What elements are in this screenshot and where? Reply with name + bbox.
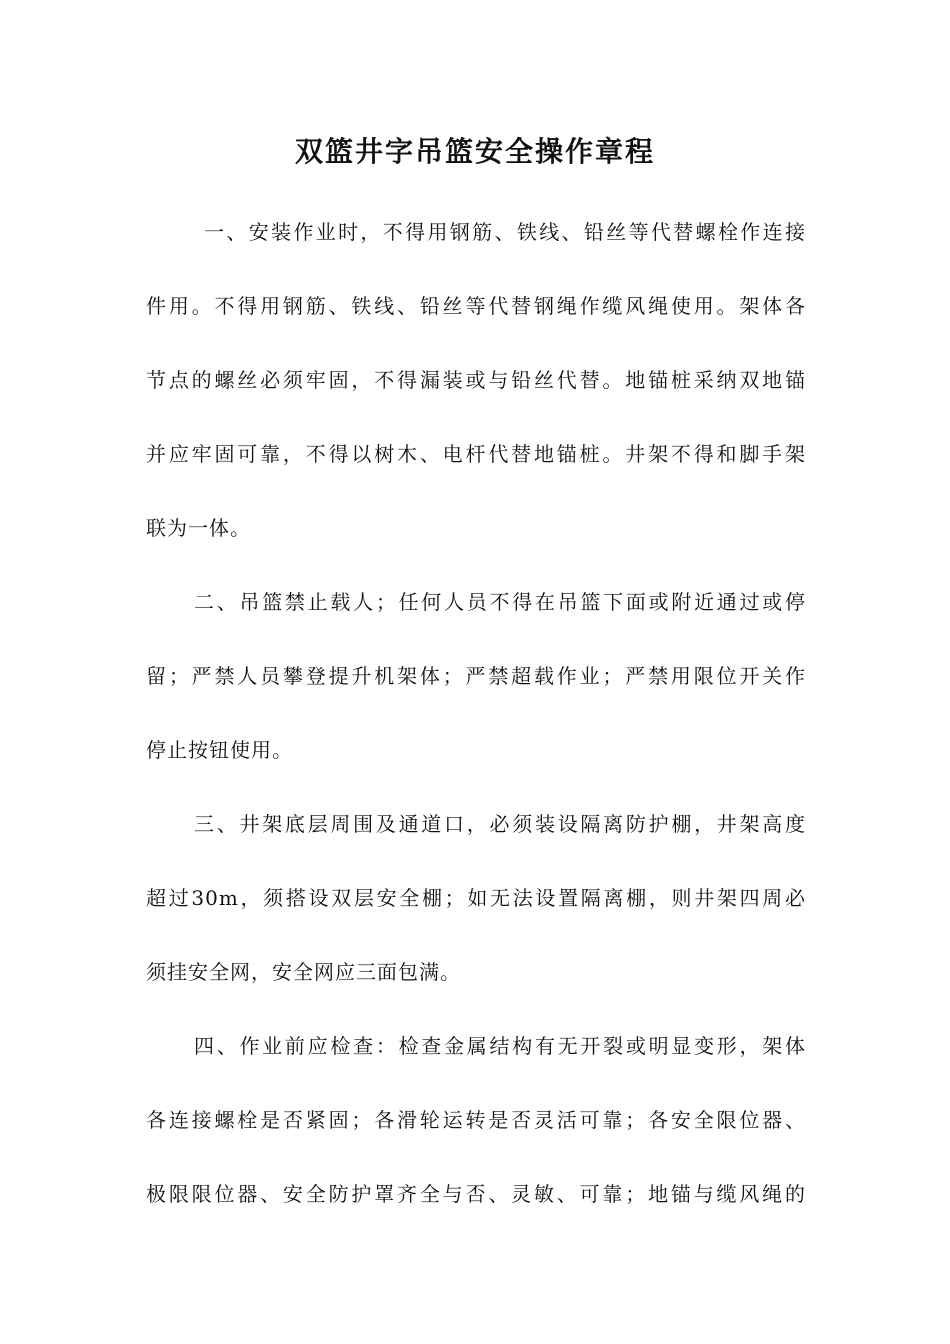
- paragraph-1-line-4: 并应牢固可靠，不得以树木、电杆代替地锚桩。井架不得和脚手架: [146, 442, 806, 466]
- paragraph-3-line-1: 三、井架底层周围及通道口，必须装设隔离防护棚，井架高度: [194, 812, 806, 836]
- paragraph-3-line-3: 须挂安全网，安全网应三面包满。: [146, 960, 461, 984]
- paragraph-1-line-3: 节点的螺丝必须牢固，不得漏装或与铅丝代替。地锚桩采纳双地锚: [146, 368, 806, 392]
- paragraph-2: [146, 565, 806, 787]
- paragraph-2-line-2: 留；严禁人员攀登提升机架体；严禁超载作业；严禁用限位开关作: [146, 664, 806, 688]
- paragraph-3: [146, 787, 806, 1009]
- paragraph-1-line-5: 联为一体。: [146, 516, 251, 540]
- paragraph-2-line-1: 二、吊篮禁止载人；任何人员不得在吊篮下面或附近通过或停: [194, 590, 806, 614]
- paragraph-3-line-2: 超过30m，须搭设双层安全棚；如无法设置隔离棚，则井架四周必: [146, 886, 806, 910]
- paragraph-4: [146, 1009, 806, 1231]
- paragraph-4-line-3: 极限限位器、安全防护罩齐全与否、灵敏、可靠；地锚与缆风绳的: [146, 1182, 806, 1206]
- paragraph-4-line-2: 各连接螺栓是否紧固；各滑轮运转是否灵活可靠；各安全限位器、: [146, 1108, 806, 1132]
- paragraph-1-line-1: 一、安装作业时，不得用钢筋、铁线、铅丝等代替螺栓作连接: [204, 220, 806, 244]
- document-title: 双篮井字吊篮安全操作章程: [294, 135, 655, 168]
- paragraph-1-line-2: 件用。不得用钢筋、铁线、铅丝等代替钢绳作缆风绳使用。架体各: [146, 294, 806, 318]
- paragraph-1: [146, 195, 806, 565]
- paragraph-4-line-1: 四、作业前应检查：检查金属结构有无开裂或明显变形，架体: [194, 1034, 806, 1058]
- document-body: [146, 195, 806, 1231]
- paragraph-2-line-3: 停止按钮使用。: [146, 738, 293, 762]
